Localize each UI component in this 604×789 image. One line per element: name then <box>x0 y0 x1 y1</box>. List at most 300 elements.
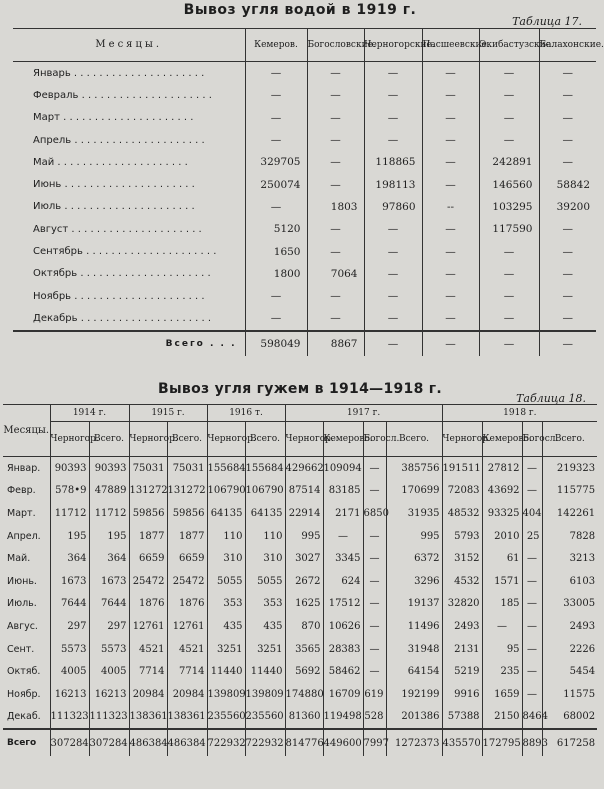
table-cell: 7714 <box>129 660 167 683</box>
table-cell: — <box>363 457 386 480</box>
table-cell: 12761 <box>129 615 167 638</box>
table-cell: 619 <box>363 683 386 706</box>
table-row <box>13 151 596 173</box>
table17-label: Таблица 17. <box>512 15 582 28</box>
table-cell: 170699 <box>386 480 442 503</box>
table-cell: 25472 <box>129 570 167 593</box>
table-cell: 61 <box>482 547 522 570</box>
table-cell: — <box>522 615 542 638</box>
year-header: 1914 г. <box>50 405 129 422</box>
table-cell: — <box>539 62 596 85</box>
month-label: Июль. <box>7 598 37 610</box>
table-cell: — <box>539 129 596 151</box>
table-cell: 242891 <box>479 151 539 173</box>
table-cell: — <box>364 107 422 129</box>
table-cell: — <box>422 307 479 330</box>
table-cell: — <box>364 129 422 151</box>
table-cell: 12761 <box>167 615 207 638</box>
table-cell: 235560 <box>245 706 285 730</box>
table-cell: — <box>363 547 386 570</box>
month-label: Август . . . . . . . . . . . . . . . . . . . . . <box>33 223 202 235</box>
table-cell: — <box>364 218 422 240</box>
table-cell: 1673 <box>50 570 89 593</box>
table-cell: 16213 <box>89 683 129 706</box>
table-cell: 4521 <box>129 638 167 661</box>
table-row <box>3 525 597 548</box>
table-cell: 47889 <box>89 480 129 503</box>
table-cell: — <box>422 62 479 85</box>
total-cell: 722932 <box>207 729 245 756</box>
table-cell: — <box>479 307 539 330</box>
table18-header <box>3 405 597 457</box>
table-cell: 3152 <box>442 547 482 570</box>
table-cell: — <box>522 547 542 570</box>
table-cell: 16709 <box>323 683 363 706</box>
table-cell: 6372 <box>386 547 442 570</box>
month-label: Июнь. <box>7 575 37 587</box>
table-cell: 11712 <box>89 502 129 525</box>
table-cell: — <box>364 240 422 262</box>
table-cell: 57388 <box>442 706 482 730</box>
total-cell: 307284 <box>89 729 129 756</box>
column-header: Черногор. <box>207 422 245 457</box>
table-cell: 185 <box>482 593 522 616</box>
month-label: Март . . . . . . . . . . . . . . . . . . . . . <box>33 112 194 124</box>
table-cell: — <box>539 107 596 129</box>
table-cell: 7064 <box>307 263 364 285</box>
column-header: Богосл. <box>363 422 386 457</box>
table-row <box>3 457 597 480</box>
table18 <box>3 404 597 756</box>
table-cell: 142261 <box>542 502 597 525</box>
table-cell: 90393 <box>89 457 129 480</box>
column-header: Богословские. <box>307 29 364 62</box>
table-cell: 48532 <box>442 502 482 525</box>
total-cell: 486384 <box>167 729 207 756</box>
table-cell: — <box>479 84 539 106</box>
subheader-row <box>3 422 597 457</box>
table-cell: 131272 <box>129 480 167 503</box>
table-cell: — <box>363 570 386 593</box>
column-header: Кемерово. <box>482 422 522 457</box>
column-header: Пасшеевские. <box>422 29 479 62</box>
table-cell: — <box>307 240 364 262</box>
table-cell: 3251 <box>245 638 285 661</box>
total-label: Всего <box>3 729 50 756</box>
table-cell: 72083 <box>442 480 482 503</box>
year-header: 1915 г. <box>129 405 207 422</box>
table-cell: 68002 <box>542 706 597 730</box>
table-cell: — <box>364 84 422 106</box>
table-cell: 310 <box>245 547 285 570</box>
table-cell: 385756 <box>386 457 442 480</box>
table-cell: — <box>323 525 363 548</box>
table-cell: 95 <box>482 638 522 661</box>
table-cell: — <box>539 263 596 285</box>
table-cell: 11440 <box>245 660 285 683</box>
table-cell: 528 <box>363 706 386 730</box>
table18-body <box>3 457 597 757</box>
table-cell: — <box>479 107 539 129</box>
table-cell: 7714 <box>167 660 207 683</box>
table-cell: 8464 <box>522 706 542 730</box>
table18-title: Вывоз угля гужем в 1914—1918 г. <box>157 381 443 397</box>
table-cell: 64154 <box>386 660 442 683</box>
table-cell: — <box>522 593 542 616</box>
month-label: Октябрь . . . . . . . . . . . . . . . . . . . . . <box>33 268 211 280</box>
month-label: Май. <box>7 553 31 565</box>
table-cell: 5055 <box>245 570 285 593</box>
table-cell: 11575 <box>542 683 597 706</box>
table-row <box>13 173 596 195</box>
table-cell: 5793 <box>442 525 482 548</box>
total-cell: 172795 <box>482 729 522 756</box>
table-cell: 83185 <box>323 480 363 503</box>
table-cell: — <box>364 285 422 307</box>
table-cell: — <box>245 307 307 330</box>
table-cell: 64135 <box>207 502 245 525</box>
table-cell: 119498 <box>323 706 363 730</box>
table-cell: 1571 <box>482 570 522 593</box>
table17-header-row <box>13 29 596 62</box>
table-cell: 75031 <box>129 457 167 480</box>
table-cell: — <box>422 84 479 106</box>
table-row <box>13 285 596 307</box>
table17-title: Вывоз угля водой в 1919 г. <box>183 2 417 18</box>
table-cell: — <box>422 218 479 240</box>
table-cell: 1877 <box>129 525 167 548</box>
table-cell: 6850 <box>363 502 386 525</box>
month-label: Сент. <box>7 643 35 655</box>
table-cell: 106790 <box>207 480 245 503</box>
month-label: Июль . . . . . . . . . . . . . . . . . . . . . <box>33 201 195 213</box>
table-cell: — <box>479 129 539 151</box>
table-cell: 3296 <box>386 570 442 593</box>
month-label: Декаб. <box>7 711 41 723</box>
table-cell: 64135 <box>245 502 285 525</box>
table-cell: 5454 <box>542 660 597 683</box>
table-cell: — <box>479 263 539 285</box>
table-cell: 1625 <box>285 593 323 616</box>
table-cell: — <box>245 62 307 85</box>
corner-header: Месяцы. <box>3 405 50 457</box>
total-cell: — <box>539 331 596 356</box>
table-cell: 138361 <box>167 706 207 730</box>
column-header: Богосл. <box>522 422 542 457</box>
table17 <box>13 28 604 356</box>
month-label: Апрель . . . . . . . . . . . . . . . . . . . . . <box>33 134 205 146</box>
table-cell: 4005 <box>50 660 89 683</box>
total-cell: 1272373 <box>386 729 442 756</box>
table-cell: 19137 <box>386 593 442 616</box>
table-cell: 198113 <box>364 173 422 195</box>
table-cell: 27812 <box>482 457 522 480</box>
table-cell: — <box>307 173 364 195</box>
table-cell: 10626 <box>323 615 363 638</box>
table-row <box>3 615 597 638</box>
column-header: Черногорские. <box>364 29 422 62</box>
table-cell: — <box>363 593 386 616</box>
total-cell: 307284 <box>50 729 89 756</box>
table-cell: 7828 <box>542 525 597 548</box>
column-header: Месяцы. <box>13 29 245 62</box>
table-cell: 2010 <box>482 525 522 548</box>
table-cell: 16213 <box>50 683 89 706</box>
table-cell: 11712 <box>50 502 89 525</box>
table-row <box>13 240 596 262</box>
column-header: Всего. <box>542 422 597 457</box>
table-cell: 578•9 <box>50 480 89 503</box>
table-cell: — <box>479 285 539 307</box>
table-cell: 1650 <box>245 240 307 262</box>
table-cell: 58462 <box>323 660 363 683</box>
table-cell: 353 <box>245 593 285 616</box>
table-cell: 250074 <box>245 173 307 195</box>
total-cell: 486384 <box>129 729 167 756</box>
table-cell: 139809 <box>207 683 245 706</box>
table-cell: 5219 <box>442 660 482 683</box>
table-cell: — <box>363 615 386 638</box>
table-cell: 174880 <box>285 683 323 706</box>
table-cell: 6659 <box>167 547 207 570</box>
table-cell: 155684 <box>245 457 285 480</box>
table-cell: — <box>364 307 422 330</box>
table-row <box>13 84 596 106</box>
table-cell: — <box>522 457 542 480</box>
total-cell: 449600 <box>323 729 363 756</box>
table-cell: 11440 <box>207 660 245 683</box>
column-header: Кемеров. <box>245 29 307 62</box>
table-cell: 9916 <box>442 683 482 706</box>
table-cell: — <box>422 173 479 195</box>
month-label: Авгус. <box>7 620 38 632</box>
column-header: Черногор. <box>442 422 482 457</box>
table-cell: — <box>307 218 364 240</box>
table-cell: — <box>363 660 386 683</box>
table-cell: 995 <box>285 525 323 548</box>
table-cell: 5692 <box>285 660 323 683</box>
table-cell: 22914 <box>285 502 323 525</box>
table-cell: — <box>363 525 386 548</box>
table-cell: — <box>539 218 596 240</box>
month-label: Январ. <box>7 462 41 474</box>
table-cell: 17512 <box>323 593 363 616</box>
table17-header <box>13 29 604 62</box>
table-cell: 235560 <box>207 706 245 730</box>
table-row <box>13 129 596 151</box>
total-row <box>3 729 597 756</box>
table-row <box>3 480 597 503</box>
month-label: Март. <box>7 507 36 519</box>
table-cell: 58842 <box>539 173 596 195</box>
table-cell: — <box>364 263 422 285</box>
table-cell: 624 <box>323 570 363 593</box>
table-cell: — <box>539 84 596 106</box>
table-cell: 435 <box>207 615 245 638</box>
table-cell: 28383 <box>323 638 363 661</box>
table-cell: 4532 <box>442 570 482 593</box>
table-cell: 103295 <box>479 196 539 218</box>
total-cell: 722932 <box>245 729 285 756</box>
total-cell: 598049 <box>245 331 307 356</box>
table-cell: — <box>539 285 596 307</box>
table-cell: 310 <box>207 547 245 570</box>
table-cell: 115775 <box>542 480 597 503</box>
table-cell: 39200 <box>539 196 596 218</box>
table-cell: — <box>307 62 364 85</box>
table-cell: 297 <box>89 615 129 638</box>
table-cell: — <box>245 196 307 218</box>
table-cell: 155684 <box>207 457 245 480</box>
table-cell: — <box>539 307 596 330</box>
table-cell: — <box>307 84 364 106</box>
table-row <box>13 307 596 330</box>
table-cell: 5573 <box>50 638 89 661</box>
table-cell: — <box>422 129 479 151</box>
table-row <box>13 218 596 240</box>
table-row <box>13 196 596 218</box>
month-label: Ноябрь . . . . . . . . . . . . . . . . . . . . . <box>33 290 205 302</box>
table-row <box>13 107 596 129</box>
total-label: Всего . . . <box>13 331 245 356</box>
table-cell: — <box>245 84 307 106</box>
table-cell: 25 <box>522 525 542 548</box>
table-row <box>3 570 597 593</box>
column-header: Всего. <box>89 422 129 457</box>
table-cell: — <box>482 615 522 638</box>
table-cell: 7644 <box>50 593 89 616</box>
month-label: Июнь . . . . . . . . . . . . . . . . . . . . . <box>33 179 195 191</box>
table-cell: — <box>522 683 542 706</box>
table-cell: — <box>479 240 539 262</box>
table-row <box>3 593 597 616</box>
column-header: Черногор. <box>129 422 167 457</box>
column-header: Черногор. <box>285 422 323 457</box>
table18-label: Таблица 18. <box>516 392 586 405</box>
table-cell: 90393 <box>50 457 89 480</box>
table-cell: 353 <box>207 593 245 616</box>
table-cell: — <box>307 107 364 129</box>
table-cell: 110 <box>207 525 245 548</box>
table-cell: 2150 <box>482 706 522 730</box>
table-cell: 93325 <box>482 502 522 525</box>
table-cell: 131272 <box>167 480 207 503</box>
table-cell: 2493 <box>542 615 597 638</box>
table-cell: 1659 <box>482 683 522 706</box>
table-cell: — <box>539 240 596 262</box>
table-cell: 33005 <box>542 593 597 616</box>
total-cell: 8893 <box>522 729 542 756</box>
column-header: Всего. <box>167 422 207 457</box>
table-cell: 118865 <box>364 151 422 173</box>
table-cell: 31948 <box>386 638 442 661</box>
table-cell: 106790 <box>245 480 285 503</box>
table-cell: 235 <box>482 660 522 683</box>
table-cell: 364 <box>50 547 89 570</box>
total-cell: 8867 <box>307 331 364 356</box>
table-cell: 87514 <box>285 480 323 503</box>
table-cell: 59856 <box>129 502 167 525</box>
table-cell: — <box>307 129 364 151</box>
table-cell: 5120 <box>245 218 307 240</box>
table-cell: 3251 <box>207 638 245 661</box>
table-cell: 4521 <box>167 638 207 661</box>
table-cell: 1876 <box>167 593 207 616</box>
total-cell: 435570 <box>442 729 482 756</box>
table-cell: 3027 <box>285 547 323 570</box>
table-cell: 191511 <box>442 457 482 480</box>
table-cell: 3213 <box>542 547 597 570</box>
table-cell: — <box>522 570 542 593</box>
table-row <box>3 502 597 525</box>
table-row <box>3 638 597 661</box>
table-cell: — <box>522 638 542 661</box>
table-cell: — <box>307 285 364 307</box>
table-cell: — <box>307 151 364 173</box>
column-header: Экибастузские. <box>479 29 539 62</box>
table-cell: — <box>364 62 422 85</box>
table-row <box>3 547 597 570</box>
table-cell: 2171 <box>323 502 363 525</box>
month-label: Октяб. <box>7 666 41 678</box>
table-cell: 31935 <box>386 502 442 525</box>
table-cell: 1803 <box>307 196 364 218</box>
year-header: 1918 г. <box>442 405 597 422</box>
table-cell: 109094 <box>323 457 363 480</box>
table-cell: — <box>422 240 479 262</box>
column-header: Всего. <box>245 422 285 457</box>
table-cell: 297 <box>50 615 89 638</box>
month-label: Февр. <box>7 485 36 497</box>
month-label: Февраль . . . . . . . . . . . . . . . . . . . . . <box>33 89 212 101</box>
table-row <box>3 706 597 730</box>
table-cell: — <box>363 480 386 503</box>
table-cell: 5055 <box>207 570 245 593</box>
table-cell: 3345 <box>323 547 363 570</box>
table-cell: 1876 <box>129 593 167 616</box>
total-cell: — <box>479 331 539 356</box>
table-cell: 117590 <box>479 218 539 240</box>
table-cell: -- <box>422 196 479 218</box>
table-cell: 97860 <box>364 196 422 218</box>
table-cell: 870 <box>285 615 323 638</box>
month-label: Апрел. <box>7 530 41 542</box>
table-cell: 111323 <box>50 706 89 730</box>
table-row <box>13 62 596 85</box>
table-cell: 6103 <box>542 570 597 593</box>
table-cell: 11496 <box>386 615 442 638</box>
total-cell: 7997 <box>363 729 386 756</box>
table-cell: 404 <box>522 502 542 525</box>
column-header: Черногор. <box>50 422 89 457</box>
table-cell: 7644 <box>89 593 129 616</box>
table-cell: 138361 <box>129 706 167 730</box>
table-cell: 2131 <box>442 638 482 661</box>
total-cell: 617258 <box>542 729 597 756</box>
table-cell: 146560 <box>479 173 539 195</box>
table-cell: 1877 <box>167 525 207 548</box>
table-cell: 111323 <box>89 706 129 730</box>
table-cell: 139809 <box>245 683 285 706</box>
year-header-row <box>3 405 597 422</box>
table-cell: — <box>422 151 479 173</box>
table-cell: 2672 <box>285 570 323 593</box>
month-label: Ноябр. <box>7 688 41 700</box>
total-cell: 814776 <box>285 729 323 756</box>
column-header: Кемерово. <box>323 422 363 457</box>
table-cell: — <box>245 129 307 151</box>
table-cell: 201386 <box>386 706 442 730</box>
